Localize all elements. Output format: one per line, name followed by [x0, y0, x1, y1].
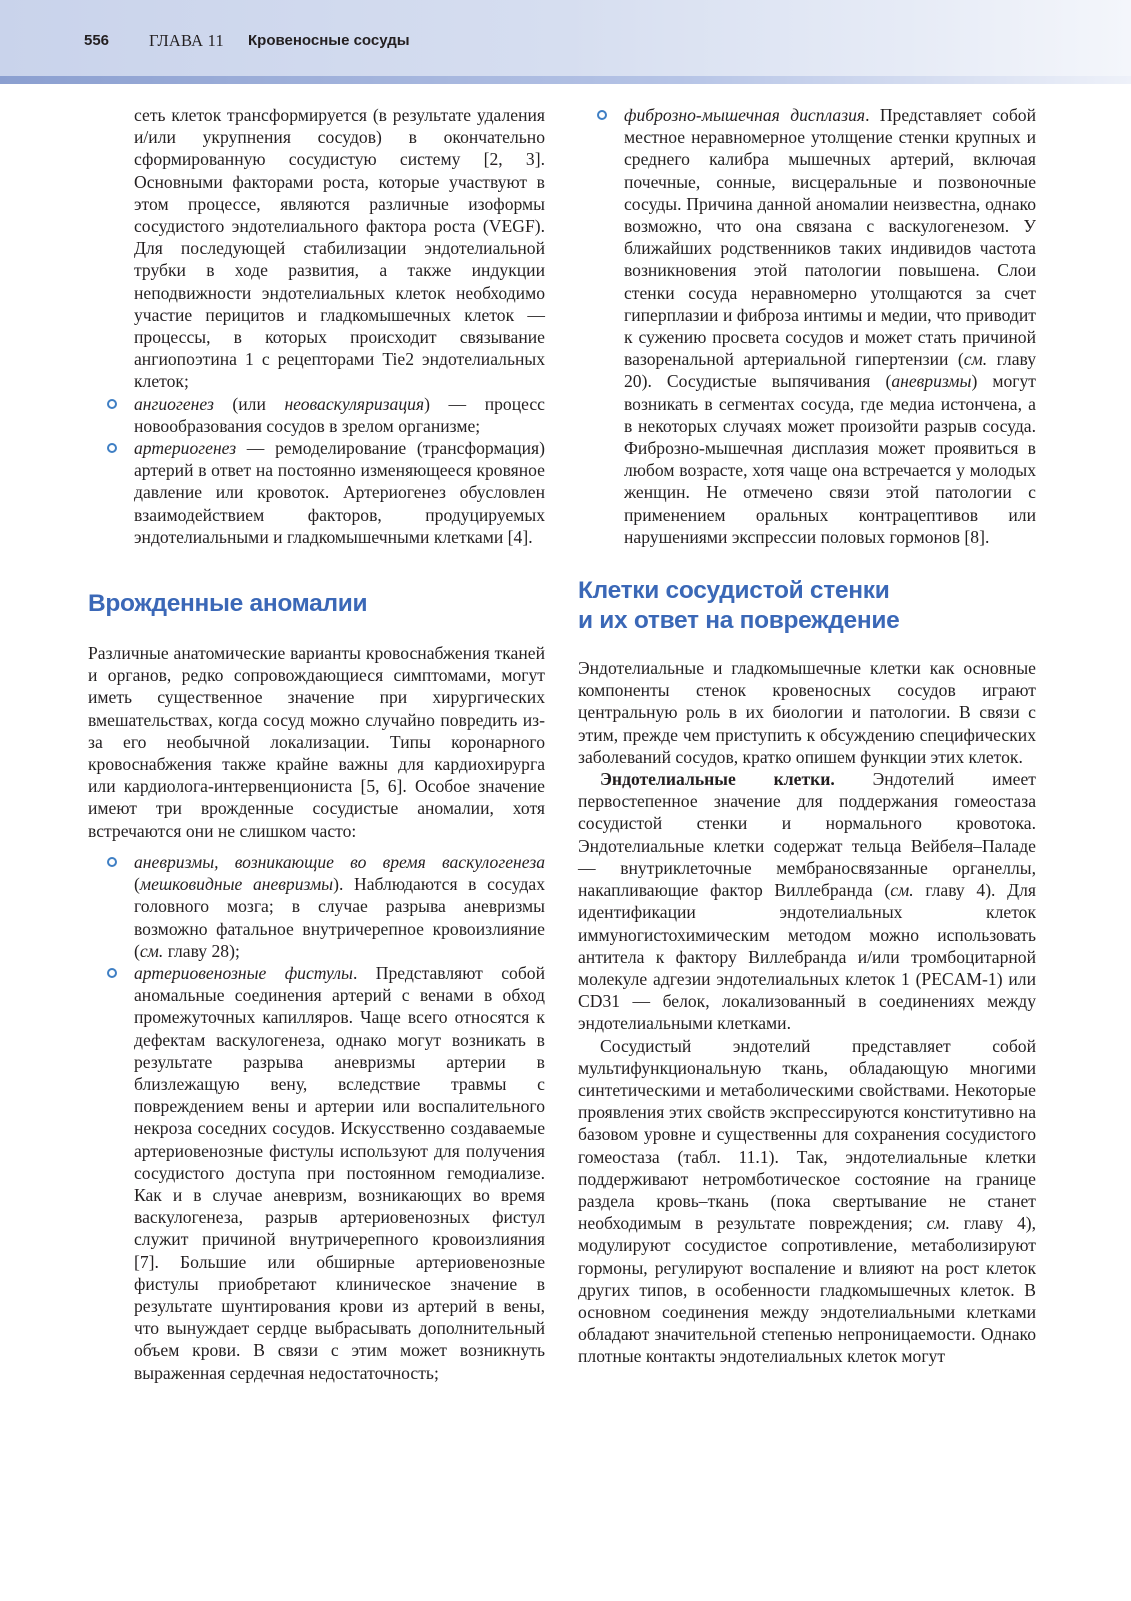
section-heading-line-1: Клетки сосудистой стенки	[578, 577, 890, 605]
bullet-icon	[107, 443, 117, 453]
page-header	[0, 0, 1131, 84]
left-column	[88, 104, 545, 1384]
header-rule	[0, 76, 1131, 84]
chapter-title: Кровеносные сосуды	[248, 32, 410, 49]
right-column	[578, 104, 1036, 1368]
section-heading-line-2: и их ответ на повреждение	[578, 607, 900, 635]
congenital-intro: Различные анатомические варианты кровоснабжения тканей и органов, редко сопровождающиеся симптомами, могут иметь существенное значение при хирургических вмешательствах, когда сосуд можно случайно повредить из-за его необычной локализации. Типы коронарного кровоснабжения также крайне важны для кардиохирурга или кардиолога-интервенциониста [5, 6]. Особое значение имеют три врожденные сосудистые аномалии, хотя встречаются они не слишком часто:	[88, 643, 545, 841]
bullet-icon	[107, 399, 117, 409]
term: аневризмы, возникающие во время васкулогенеза	[134, 851, 545, 872]
chapter-label: ГЛАВА 11	[149, 31, 224, 50]
bullet-icon	[107, 857, 117, 867]
term: ангиогенез	[134, 393, 214, 414]
bullet-list-anomalies	[88, 851, 545, 1384]
vascular-endothelium-paragraph: Сосудистый эндотелий представляет собой мультифункциональную ткань, обладающую многими синтетическими и метаболическими свойствами. Некоторые проявления этих свойств экспрессируются конститутивно на базовом уровне и существенны для сохранения сосудистого гомеостаза (табл. 11.1). Так, эндотелиальные клетки поддерживают нетромботическое состояние на границе раздела кровь–ткань (пока свертывание не станет необходимым в результате повреждения; см. главу 4), модулируют сосудистое сопротивление, метаболизируют гормоны, регулируют воспаление и влияют на рост клеток других типов, в особенности гладкомышечных клеток. В основном соединения между эндотелиальными клетками обладают значительной степенью непроницаемости. Однако плотные контакты эндотелиальных клеток могут	[578, 1035, 1036, 1367]
bullet-list-fmd	[578, 104, 1036, 548]
term: аневризмы	[891, 371, 972, 392]
bullet-list-growth	[88, 393, 545, 548]
page-number: 556	[84, 32, 110, 49]
bullet-icon	[597, 110, 607, 120]
endothelial-paragraph: Эндотелиальные клетки. Эндотелий имеет первостепенное значение для поддержания гомеостаза сосудистой стенки и нормального кровотока. Эндотелиальные клетки содержат тельца Вейбеля–Паладе — внутриклеточные мембраносвязанные органеллы, накапливающие фактор Виллебранда (см. главу 4). Для идентификации эндотелиальных клеток иммуногистохимическим методом можно использовать антитела к фактору Виллебранда и/или тромбоцитарной молекуле адгезии эндотелиальных клеток 1 (PECAM-1) или CD31 — белок, локализованный в соединениях между эндотелиальными клетками.	[578, 769, 1036, 1034]
bullet-icon	[107, 968, 117, 978]
term: артериогенез	[134, 438, 237, 459]
bullet-fibromuscular-dysplasia: фиброзно-мышечная дисплазия. Представляет собой местное неравномерное утолщение стенки крупных и среднего калибра мышечных артерий, включая почечные, сонные, висцеральные и позвоночные сосуды. Причина данной аномалии неизвестна, однако возможно, что она связана с васкулогенезом. У ближайших родственников таких индивидов частота возникновения этой патологии повышена. Слои стенки сосуда неравномерно утолщаются за счет гиперплазии и фиброза интимы и медии, что приводит к сужению просвета сосудов и может стать причиной вазоренальной артериальной гипертензии (см. главу 20). Сосудистые выпячивания (аневризмы) могут возникать в сегментах сосуда, где медиа истончена, а в некоторых случаях может произойти разрыв сосуда. Фиброзно-мышечная дисплазия может проявиться в любом возрасте, хотя чаще она встречается у молодых женщин. Не отмечено связи этой патологии с применением оральных контрацептивов или нарушениями экспрессии половых гормонов [8].	[578, 104, 1036, 548]
bullet-av-fistulas: артериовенозные фистулы. Представляют собой аномальные соединения артерий с венами в обход промежуточных капилляров. Чаще всего относятся к дефектам васкулогенеза, однако могут возникать в результате разрыва аневризмы артерии в близлежащую вену, вследствие травмы с повреждением вены и артерии или воспалительного некроза соседних сосудов. Искусственно создаваемые артериовенозные фистулы используют для получения сосудистого доступа при постоянном гемодиализе. Как и в случае аневризм, возникающих во время васкулогенеза, разрыв артериовенозных фистул служит причиной внутричерепного кровоизлияния [7]. Большие или обширные артериовенозные фистулы приобретают клиническое значение в результате шунтирования крови из артерий в вены, что вынуждает сердце выбрасывать дополнительный объем крови. В связи с этим может возникнуть выраженная сердечная недостаточность;	[88, 962, 545, 1384]
term: мешковидные аневризмы	[139, 874, 334, 895]
cells-intro: Эндотелиальные и гладкомышечные клетки как основные компоненты стенок кровеносных сосудов играют центральную роль в их биологии и патологии. В связи с этим, прежде чем приступить к обсуждению специфических заболеваний сосудов, кратко опишем функции этих клеток.	[578, 658, 1036, 767]
term: фиброзно-мышечная дисплазия	[624, 105, 866, 125]
term: неоваскуляризация	[284, 393, 425, 414]
bullet-angiogenesis: ангиогенез (или неоваскуляризация) — процесс новообразования сосудов в зрелом организме;	[88, 393, 545, 437]
run-in-heading: Эндотелиальные клетки.	[600, 769, 835, 790]
continued-paragraph: сеть клеток трансформируется (в результате удаления и/или укрупнения сосудов) в окончательно сформированную сосудистую систему [2, 3]. Основными факторами роста, которые участвуют в этом процессе, являются различные изоформы сосудистого эндотелиального фактора роста (VEGF). Для последующей стабилизации эндотелиальной трубки в ходе развития, а также индукции неподвижности эндотелиальных клеток необходимо участие перицитов и гладкомышечных клеток — процессы, в которых происходит связывание ангиопоэтина 1 с рецепторами Tie2 эндотелиальных клеток;	[134, 105, 545, 392]
bullet-aneurysms: аневризмы, возникающие во время васкулогенеза (мешковидные аневризмы). Наблюдаются в сосудах головного мозга; в случае разрыва аневризмы возможно фатальное внутричерепное кровоизлияние (см. главу 28);	[88, 851, 545, 962]
section-heading-congenital: Врожденные аномалии	[88, 590, 368, 618]
bullet-arteriogenesis: артериогенез — ремоделирование (трансформация) артерий в ответ на постоянно изменяющееся кровяное давление или кровоток. Артериогенез обусловлен взаимодействием факторов, продуцируемых эндотелиальными и гладкомышечными клетками [4].	[88, 437, 545, 548]
section-heading-cells	[578, 576, 1036, 636]
term: артериовенозные фистулы	[134, 962, 353, 983]
